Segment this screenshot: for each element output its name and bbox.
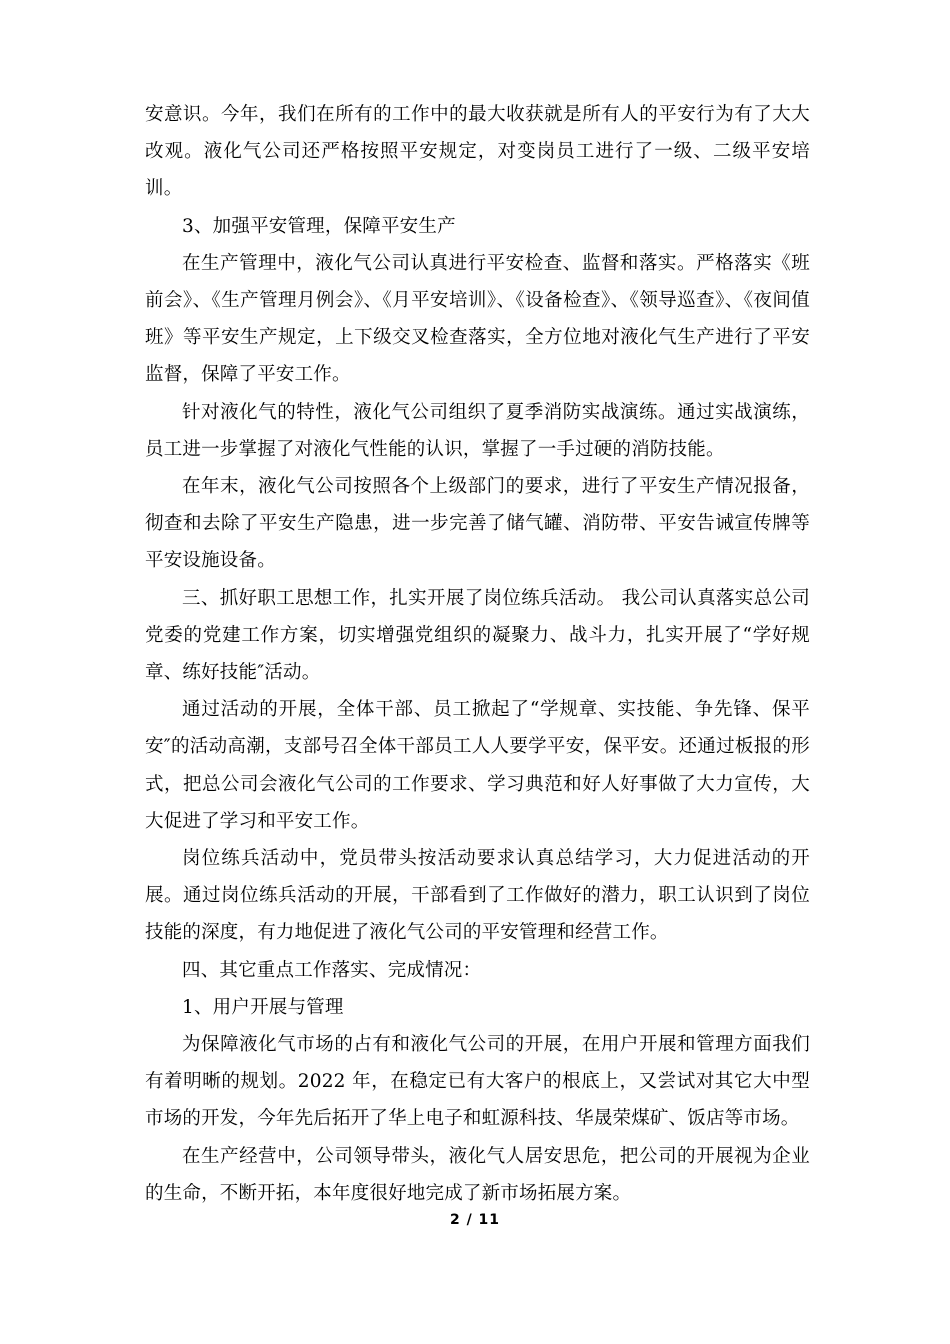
section-heading: 3、加强平安管理，保障平安生产	[182, 215, 456, 237]
paragraph: 在年末，液化气公司按照各个上级部门的要求，进行了平安生产情况报备，彻查和去除了平安生产隐患，进一步完善了储气罐、消防带、平安告诫宣传牌等平安设施设备。	[145, 476, 810, 572]
section-heading: 1、用户开展与管理	[182, 996, 344, 1018]
paragraph: 在生产管理中，液化气公司认真进行平安检查、监督和落实。严格落实《班前会》、《生产管理月例会》、《月平安培训》、《设备检查》、《领导巡查》、《夜间值班》等平安生产规定，上下级交叉检查落实，全方位地对液化气生产进行了平安监督，保障了平安工作。	[145, 252, 810, 386]
paragraph: 安意识。今年，我们在所有的工作中的最大收获就是所有人的平安行为有了大大改观。液化气公司还严格按照平安规定，对变岗员工进行了一级、二级平安培训。	[145, 104, 810, 200]
paragraph: 在生产经营中，公司领导带头，液化气人居安思危，把公司的开展视为企业的生命，不断开拓，本年度很好地完成了新市场拓展方案。	[145, 1145, 810, 1204]
paragraph: 针对液化气的特性，液化气公司组织了夏季消防实战演练。通过实战演练，员工进一步掌握了对液化气性能的认识，掌握了一手过硬的消防技能。	[145, 401, 810, 460]
paragraph: 三、抓好职工思想工作，扎实开展了岗位练兵活动。 我公司认真落实总公司党委的党建工作方案，切实增强党组织的凝聚力、战斗力，扎实开展了“学好规章、练好技能″活动。	[145, 587, 810, 684]
paragraph: 岗位练兵活动中，党员带头按活动要求认真总结学习，大力促进活动的开展。通过岗位练兵活动的开展，干部看到了工作做好的潜力，职工认识到了岗位技能的深度，有力地促进了液化气公司的平安管理和经营工作。	[145, 848, 810, 944]
page-number: 2 / 11	[449, 1212, 501, 1228]
section-heading: 四、其它重点工作落实、完成情况：	[182, 959, 482, 981]
paragraph: 为保障液化气市场的占有和液化气公司的开展，在用户开展和管理方面我们有着明晰的规划。2022 年，在稳定已有大客户的根底上，又尝试对其它大中型市场的开发，今年先后拓开了华上电子和虹源科技、华晟荣煤矿、饭店等市场。	[145, 1034, 810, 1130]
document-body	[145, 96, 810, 1212]
paragraph: 通过活动的开展，全体干部、员工掀起了“学规章、实技能、争先锋、保平安″的活动高潮，支部号召全体干部员工人人要学平安，保平安。还通过板报的形式，把总公司会液化气公司的工作要求、学习典范和好人好事做了大力宣传，大大促进了学习和平安工作。	[145, 699, 810, 832]
